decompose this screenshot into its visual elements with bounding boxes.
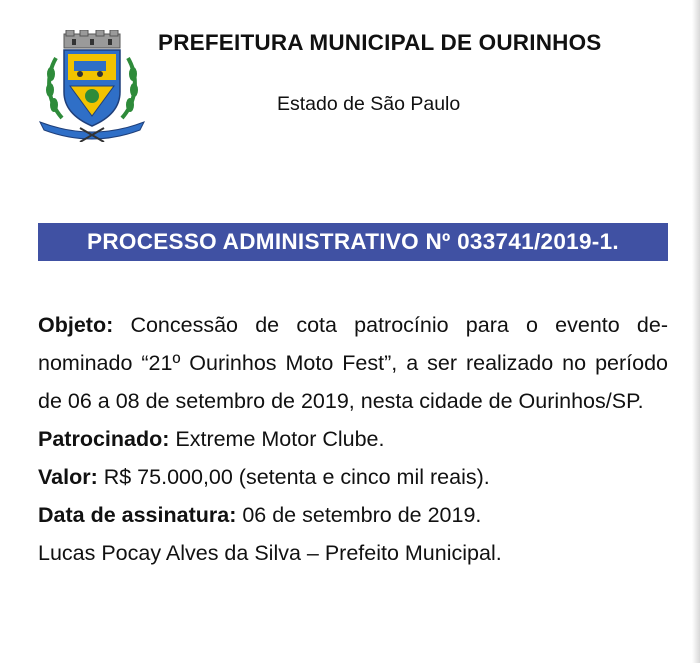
valor-value: R$ 75.000,00 (setenta e cinco mil reais). <box>97 465 490 489</box>
objeto-label: Objeto: <box>38 313 114 337</box>
document-body <box>38 306 668 572</box>
data-assinatura-label: Data de assinatura: <box>38 503 237 527</box>
coat-of-arms-icon <box>36 30 148 142</box>
patrocinado-line <box>38 420 668 458</box>
page-edge-shadow <box>692 0 700 663</box>
data-assinatura-line <box>38 496 668 534</box>
signature-line: Lucas Pocay Alves da Silva – Prefeito Municipal. <box>38 541 502 565</box>
valor-label: Valor: <box>38 465 98 489</box>
process-banner: PROCESSO ADMINISTRATIVO Nº 033741/2019-1. <box>38 223 668 261</box>
objeto-text: Concessão de cota patrocínio para o evento de-nominado “21º Ourinhos Moto Fest”, a ser realizado no período de 06 a 08 de setembro de 2019, nesta cidade de Ourinhos/SP. <box>38 313 668 413</box>
objeto-paragraph <box>38 306 668 420</box>
state-name: Estado de São Paulo <box>277 93 461 115</box>
patrocinado-value: Extreme Motor Clube. <box>169 427 385 451</box>
valor-line <box>38 458 668 496</box>
data-assinatura-value: 06 de setembro de 2019. <box>236 503 482 527</box>
patrocinado-label: Patrocinado: <box>38 427 170 451</box>
municipality-title: PREFEITURA MUNICIPAL DE OURINHOS <box>158 30 602 55</box>
